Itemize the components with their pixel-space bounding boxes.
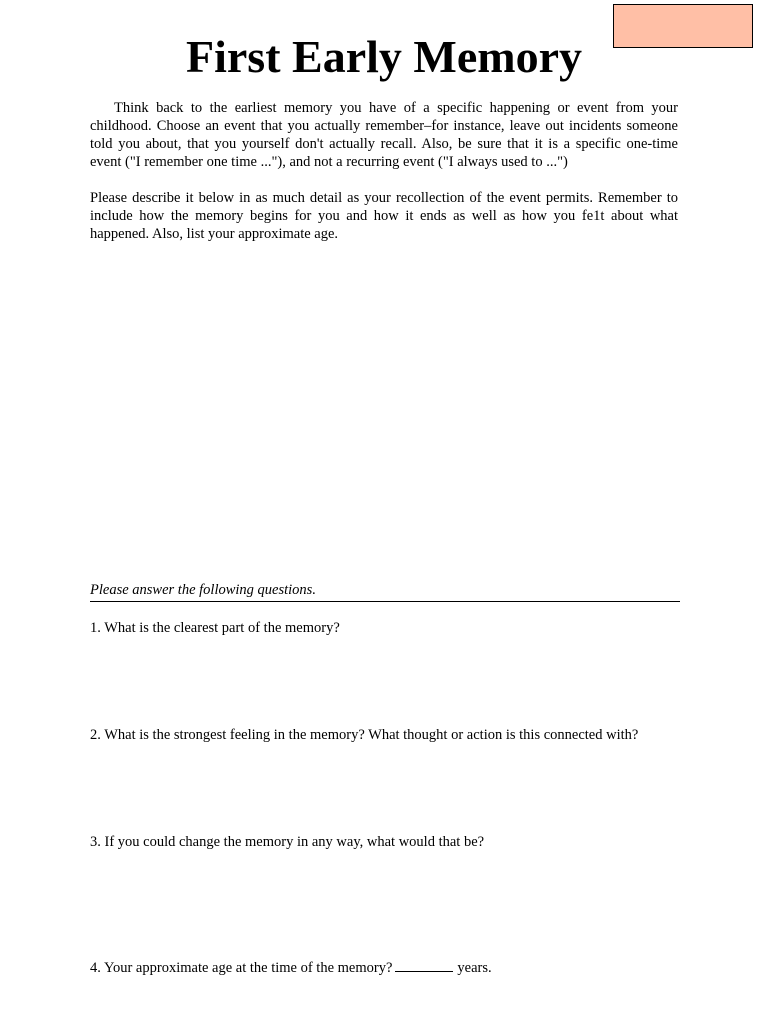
instructions-paragraph-1: Think back to the earliest memory you have of a specific happening or event from your childhood. Choose an event that you actually remember–for instance, leave out incidents someone told you about, that you yourself don't actually recall. Also, be sure that it is a specific one-time event ("I remember one time ..."), and not a recurring event ("I always used to ...") [90,100,678,170]
question-1: 1. What is the clearest part of the memory? [90,620,340,636]
instructions-paragraph-2: Please describe it below in as much detail as your recollection of the event permits. Remember to include how the memory begins for you and how it ends as well as how you fe1t about what happened. Also, list your approximate age. [90,190,678,242]
questions-heading: Please answer the following questions. [90,581,680,602]
question-2: 2. What is the strongest feeling in the memory? What thought or action is this connected with? [90,727,639,743]
page-title: First Early Memory [186,31,582,82]
question-4-suffix: years. [457,960,492,976]
question-4-prefix: 4. Your approximate age at the time of the memory? [90,960,393,976]
question-3: 3. If you could change the memory in any way, what would that be? [90,834,485,850]
age-answer-blank[interactable] [395,958,453,972]
question-4 [90,958,690,977]
instructions [90,99,678,243]
